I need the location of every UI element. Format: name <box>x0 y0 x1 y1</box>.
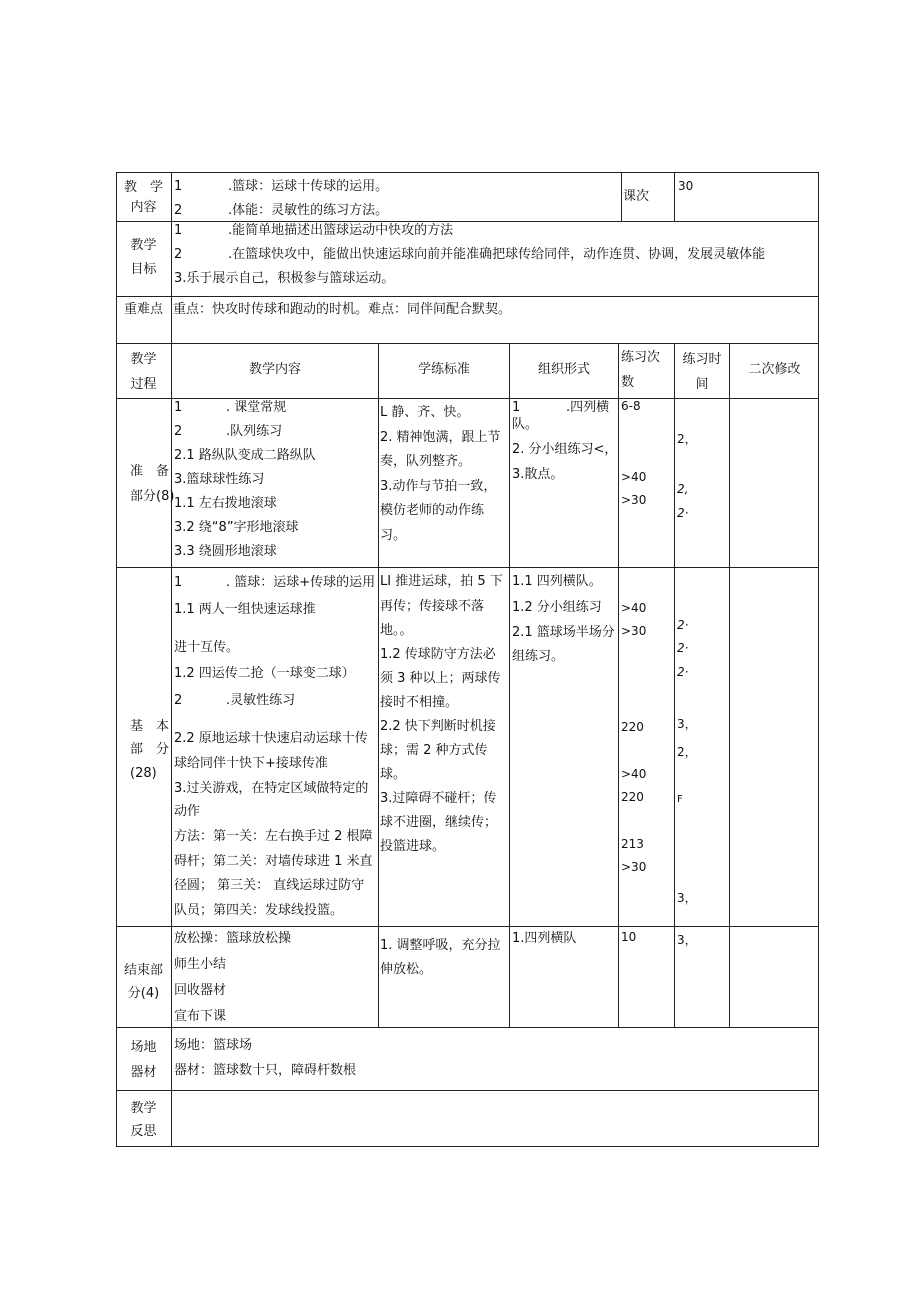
warmup-org-2: 队。 <box>512 417 539 432</box>
warmup-reps-3: >30 <box>621 493 647 507</box>
warmup-content-6: 3.2 绕“8”字形地滚球 <box>174 520 299 535</box>
main-content-1-num: 1 <box>174 575 183 590</box>
main-standard-8: 球；需 2 种方式传 <box>380 743 488 758</box>
main-reps-5: 220 <box>621 790 644 804</box>
goal-2-text: .在篮球快攻中，能做出快速运球向前并能准确把球传给同伴，动作连贯、协调，发展灵敏体能 <box>228 247 766 262</box>
warmup-standard-1: L 静、齐、快。 <box>380 405 470 420</box>
warmup-standard-3: 奏，队列整齐。 <box>380 454 472 469</box>
main-standard-11: 球不进圈，继续传； <box>380 815 498 830</box>
goal-3-text: 3.乐于展示自己，积极参与篮球运动。 <box>174 271 395 286</box>
main-time-1: 2· <box>677 618 689 632</box>
goals-label-1: 教学 <box>130 238 157 253</box>
main-content-7: 球给同伴十快下+接球传准 <box>174 756 328 771</box>
warmup-standard-4: 3.动作与节拍一致， <box>380 479 497 494</box>
main-content-13: 队员；第四关：发球线投篮。 <box>174 903 344 918</box>
goal-2-number: 2 <box>174 247 183 262</box>
header-time-2: 间 <box>695 377 709 392</box>
warmup-content-7: 3.3 绕圆形地滚球 <box>174 544 277 559</box>
warmup-content-1: . 课堂常规 <box>226 400 287 415</box>
warmup-reps-2: >40 <box>621 470 647 484</box>
cooldown-content-1: 放松操：篮球放松操 <box>174 931 292 946</box>
objectives-label-2: 内容 <box>130 200 157 215</box>
warmup-org-3: 2. 分小组练习<， <box>512 442 618 457</box>
warmup-standard-5: 模仿老师的动作练 <box>380 503 485 518</box>
main-content-3: 进十互传。 <box>174 640 240 655</box>
venue-label-1: 场地 <box>130 1040 157 1055</box>
main-label-3: (28) <box>130 766 157 781</box>
warmup-time-2: 2, <box>677 482 689 496</box>
warmup-content-3: 2.1 路纵队变成二路纵队 <box>174 448 316 463</box>
reflection-label-2: 反思 <box>130 1124 157 1139</box>
objective-2-text: .体能：灵敏性的练习方法。 <box>228 203 389 218</box>
main-standard-12: 投篮进球。 <box>380 839 446 854</box>
main-content-8: 3.过关游戏，在特定区域做特定的 <box>174 781 369 796</box>
warmup-time-1: 2， <box>677 432 697 446</box>
process-label-1: 教学 <box>130 352 157 367</box>
lesson-count-label: 课次 <box>623 189 650 204</box>
main-time-3: 2· <box>677 665 689 679</box>
objectives-label-1: 教 学 <box>123 180 163 195</box>
main-standard-5: 须 3 种以上；两球传 <box>380 671 501 686</box>
key-points-label: 重难点 <box>123 302 163 317</box>
warmup-content-5: 1.1 左右拨地滚球 <box>174 496 277 511</box>
main-standard-2: 再传；传接球不落 <box>380 599 485 614</box>
equipment-text: 器材：篮球数十只，障碍杆数根 <box>174 1063 357 1078</box>
main-content-1: . 篮球：运球+传球的运用 <box>226 575 376 590</box>
lesson-count-value: 30 <box>678 179 694 193</box>
cooldown-label-2: 分(4) <box>127 986 160 1001</box>
main-content-5: .灵敏性练习 <box>226 693 296 708</box>
objective-1-text: .篮球：运球十传球的运用。 <box>228 179 389 194</box>
header-reps-2: 数 <box>621 375 635 390</box>
key-points-text: 重点：快攻时传球和跑动的时机。难点：同伴间配合默契。 <box>173 302 512 317</box>
main-label-2: 部 分 <box>130 742 170 757</box>
header-revision: 二次修改 <box>748 362 801 377</box>
warmup-standard-6: 习。 <box>380 528 407 543</box>
goal-1-text: .能简单地描述出篮球运动中快攻的方法 <box>228 223 454 238</box>
warmup-standard-2: 2. 精神饱满，跟上节 <box>380 430 501 445</box>
warmup-label-2: 部分(8) <box>130 489 175 504</box>
warmup-reps-1: 6-8 <box>621 399 641 413</box>
main-standard-10: 3.过障碍不碰杆；传 <box>380 791 497 806</box>
main-content-11: 碍杆；第二关：对墙传球进 1 米直 <box>174 854 373 869</box>
process-label-2: 过程 <box>130 377 157 392</box>
main-time-2: 2· <box>677 641 689 655</box>
cooldown-label-1: 结束部 <box>123 963 163 978</box>
header-content: 教学内容 <box>248 362 301 377</box>
main-org-4: 组练习。 <box>512 649 565 664</box>
main-content-4: 1.2 四运传二抢（一球变二球） <box>174 666 355 681</box>
reflection-label-1: 教学 <box>130 1101 157 1116</box>
warmup-time-3: 2· <box>677 506 689 520</box>
main-standard-6: 接时不相撞。 <box>380 695 459 710</box>
cooldown-standard-1: 1. 调整呼吸，充分拉 <box>380 938 501 953</box>
warmup-org-1-num: 1 <box>512 400 521 415</box>
warmup-org-4: 3.散点。 <box>512 467 564 482</box>
main-time-5: 2， <box>677 745 697 759</box>
main-content-6: 2.2 原地运球十快速启动运球十传 <box>174 731 368 746</box>
main-time-6: F <box>677 794 683 805</box>
goal-1-number: 1 <box>174 223 183 238</box>
cooldown-content-3: 回收器材 <box>174 983 227 998</box>
warmup-content-4: 3.篮球球性练习 <box>174 472 265 487</box>
main-standard-4: 1.2 传球防守方法必 <box>380 647 496 662</box>
main-reps-3: 220 <box>621 720 644 734</box>
main-time-4: 3， <box>677 717 697 731</box>
main-reps-6: 213 <box>621 837 644 851</box>
venue-label-2: 器材 <box>130 1065 157 1080</box>
main-org-1: 1.1 四列横队。 <box>512 574 602 589</box>
cooldown-standard-2: 伸放松。 <box>380 962 433 977</box>
main-content-9: 动作 <box>174 804 201 819</box>
main-standard-3: 地。。 <box>380 623 413 638</box>
main-standard-7: 2.2 快下判断时机接 <box>380 719 496 734</box>
main-reps-2: >30 <box>621 624 647 638</box>
goals-label-2: 目标 <box>130 262 157 277</box>
cooldown-content-4: 宣布下课 <box>174 1009 227 1024</box>
cooldown-org-1: 1.四列横队 <box>512 931 577 946</box>
lesson-plan-table <box>116 172 819 1147</box>
warmup-content-2: .队列练习 <box>226 424 283 439</box>
main-time-7: 3， <box>677 891 697 905</box>
main-content-5-num: 2 <box>174 693 183 708</box>
main-reps-4: >40 <box>621 767 647 781</box>
main-reps-7: >30 <box>621 860 647 874</box>
header-time-1: 练习时 <box>682 352 722 367</box>
main-standard-9: 球。 <box>380 767 407 782</box>
cooldown-reps-1: 10 <box>621 930 637 944</box>
warmup-content-2-num: 2 <box>174 424 183 439</box>
venue-text: 场地：篮球场 <box>174 1038 253 1053</box>
main-content-12: 径圆； 第三关： 直线运球过防守 <box>174 878 365 893</box>
main-label-1: 基 本 <box>130 719 170 734</box>
header-reps-1: 练习次 <box>621 350 661 365</box>
main-org-2: 1.2 分小组练习 <box>512 600 602 615</box>
header-organization: 组织形式 <box>537 362 590 377</box>
cooldown-time-1: 3， <box>677 933 697 947</box>
main-content-2: 1.1 两人一组快速运球推 <box>174 602 316 617</box>
main-standard-1: LI 推进运球，拍 5 下 <box>380 574 503 589</box>
warmup-org-1: .四列横 <box>566 400 610 415</box>
main-content-10: 方法：第一关：左右换手过 2 根障 <box>174 829 373 844</box>
warmup-label-1: 准 备 <box>130 464 170 479</box>
cooldown-content-2: 师生小结 <box>174 957 227 972</box>
warmup-content-1-num: 1 <box>174 400 183 415</box>
objective-1-number: 1 <box>174 179 183 194</box>
header-standard: 学练标准 <box>417 362 470 377</box>
objective-2-number: 2 <box>174 203 183 218</box>
main-reps-1: >40 <box>621 601 647 615</box>
main-org-3: 2.1 篮球场半场分 <box>512 625 615 640</box>
